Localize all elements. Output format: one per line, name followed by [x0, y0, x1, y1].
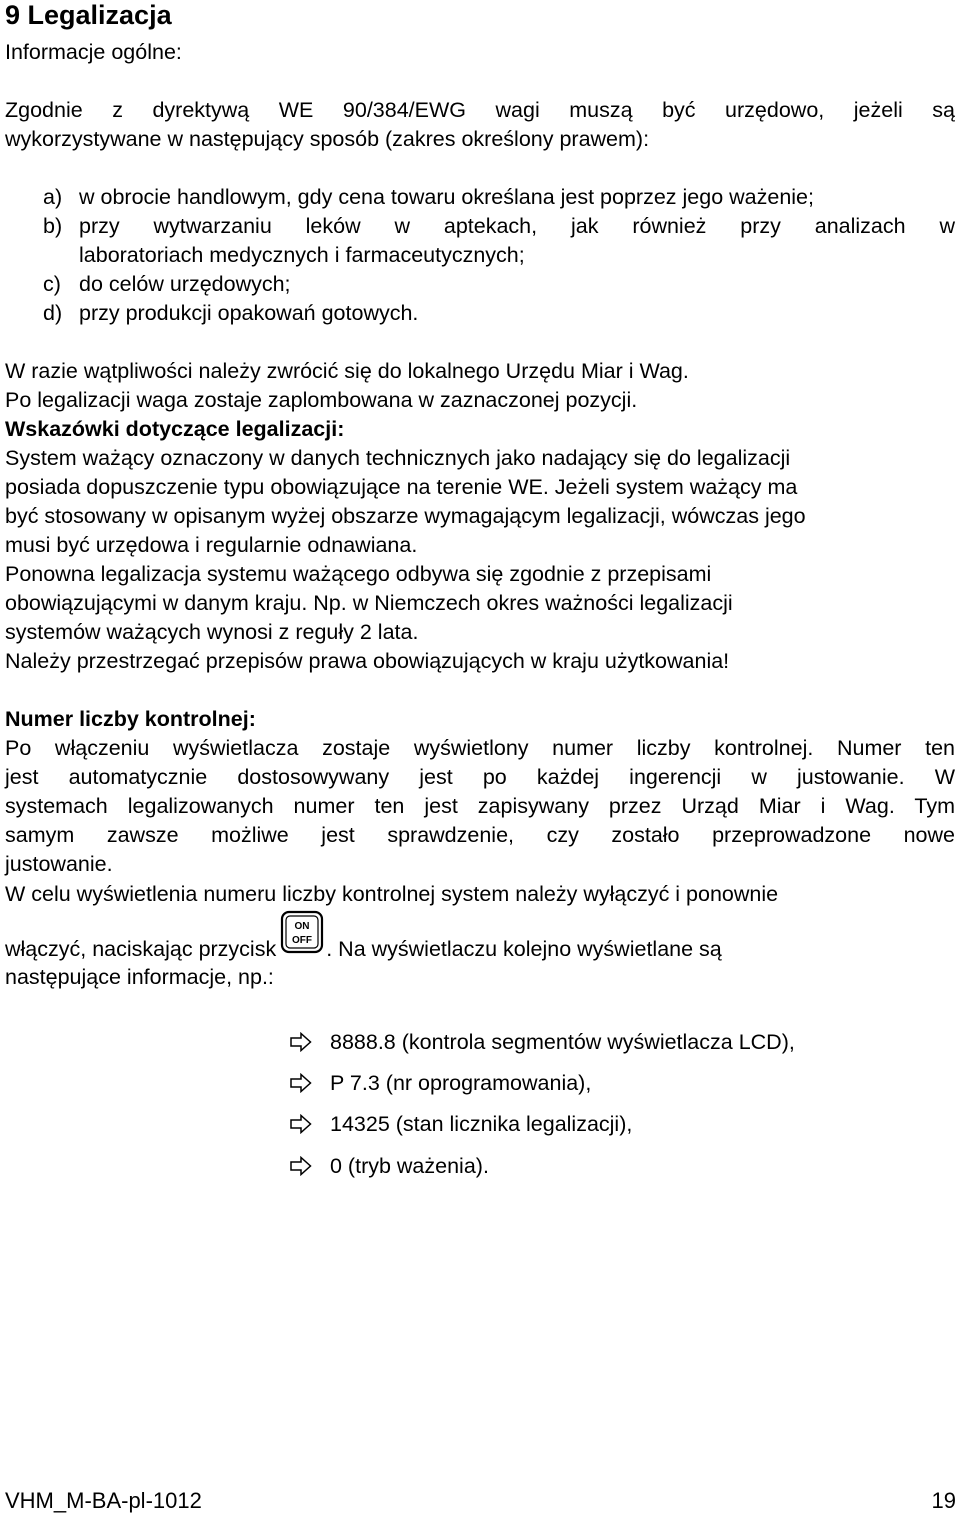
footer-doc-id: VHM_M-BA-pl-1012 [5, 1488, 202, 1513]
off-label: OFF [292, 935, 313, 946]
list-text: w obrocie handlowym, gdy cena towaru określana jest poprzez jego ważenie; [79, 185, 814, 209]
hints-line: systemów ważących wynosi z reguły 2 lata. [5, 620, 419, 644]
press-before: włączyć, naciskając przycisk [5, 937, 277, 961]
hints-line: posiada dopuszczenie typu obowiązujące na terenie WE. Jeżeli system ważący ma [5, 475, 798, 499]
intro-line-2: wykorzystywane w następujący sposób (zakres określony prawem): [5, 127, 650, 151]
list-marker: a) [43, 185, 63, 209]
arrow-right-icon [290, 1073, 312, 1093]
bullet-text: 8888.8 (kontrola segmentów wyświetlacza LCD), [330, 1030, 795, 1054]
bullet-text: 0 (tryb ważenia). [330, 1154, 489, 1178]
display-intro: W celu wyświetlenia numeru liczby kontrolnej system należy wyłączyć i ponownie [5, 882, 779, 906]
list-item-b-continued: laboratoriach medycznych i farmaceutycznych; [79, 243, 525, 267]
control-line: jest automatycznie dostosowywany jest po każdej ingerencji w justowanie. W [5, 765, 955, 789]
page-number: 19 [931, 1488, 956, 1513]
arrow-right-icon [290, 1032, 312, 1052]
bullet-text: P 7.3 (nr oprogramowania), [330, 1071, 592, 1095]
list-item-b [43, 212, 955, 241]
hints-title: Wskazówki dotyczące legalizacji: [5, 417, 345, 441]
hints-line: musi być urzędowa i regularnie odnawiana. [5, 533, 418, 557]
list-item-d [43, 299, 955, 328]
control-title: Numer liczby kontrolnej: [5, 707, 256, 731]
hints-line: Ponowna legalizacja systemu ważącego odbywa się zgodnie z przepisami [5, 562, 712, 586]
list-item-c [43, 270, 955, 299]
general-info-label: Informacje ogólne: [5, 40, 182, 64]
control-line: samym zawsze możliwe jest sprawdzenie, czy zostało przeprowadzone nowe [5, 823, 955, 847]
list-marker: b) [43, 214, 63, 238]
list-marker: d) [43, 301, 63, 325]
press-line [5, 910, 955, 961]
intro-line-1: Zgodnie z dyrektywą WE 90/384/EWG wagi muszą być urzędowo, jeżeli są [5, 98, 955, 122]
list-marker: c) [43, 272, 61, 296]
press-after: . Na wyświetlaczu kolejno wyświetlane są [326, 937, 722, 961]
bullet-text: 14325 (stan licznika legalizacji), [330, 1112, 633, 1136]
hints-line: System ważący oznaczony w danych technicznych jako nadający się do legalizacji [5, 446, 791, 470]
list-item-a [43, 183, 955, 212]
on-off-key-icon [280, 910, 324, 954]
on-label: ON [294, 921, 310, 932]
control-line: justowanie. [5, 852, 113, 876]
info-bullet [290, 1150, 489, 1182]
hints-line: obowiązującymi w danym kraju. Np. w Niemczech okres ważności legalizacji [5, 591, 733, 615]
seal-text: Po legalizacji waga zostaje zaplombowana w zaznaczonej pozycji. [5, 388, 638, 412]
info-bullet [290, 1108, 632, 1140]
control-line: Po włączeniu wyświetlacza zostaje wyświetlony numer liczby kontrolnej. Numer ten [5, 736, 955, 760]
doubt-text: W razie wątpliwości należy zwrócić się do lokalnego Urzędu Miar i Wag. [5, 359, 689, 383]
info-bullet [290, 1026, 795, 1058]
info-bullet [290, 1067, 591, 1099]
list-text: przy produkcji opakowań gotowych. [79, 301, 419, 325]
hints-warning: Należy przestrzegać przepisów prawa obowiązujących w kraju użytkowania! [5, 649, 730, 673]
hints-line: być stosowany w opisanym wyżej obszarze wymagającym legalizacji, wówczas jego [5, 504, 806, 528]
list-text: przy wytwarzaniu leków w aptekach, jak również przy analizach w [79, 214, 955, 238]
arrow-right-icon [290, 1114, 312, 1134]
control-line: systemach legalizowanych numer ten jest zapisywany przez Urząd Miar i Wag. Tym [5, 794, 955, 818]
arrow-right-icon [290, 1156, 312, 1176]
list-text: do celów urzędowych; [79, 272, 291, 296]
press-line-2: następujące informacje, np.: [5, 965, 274, 989]
section-heading: 9 Legalizacja [5, 0, 172, 30]
